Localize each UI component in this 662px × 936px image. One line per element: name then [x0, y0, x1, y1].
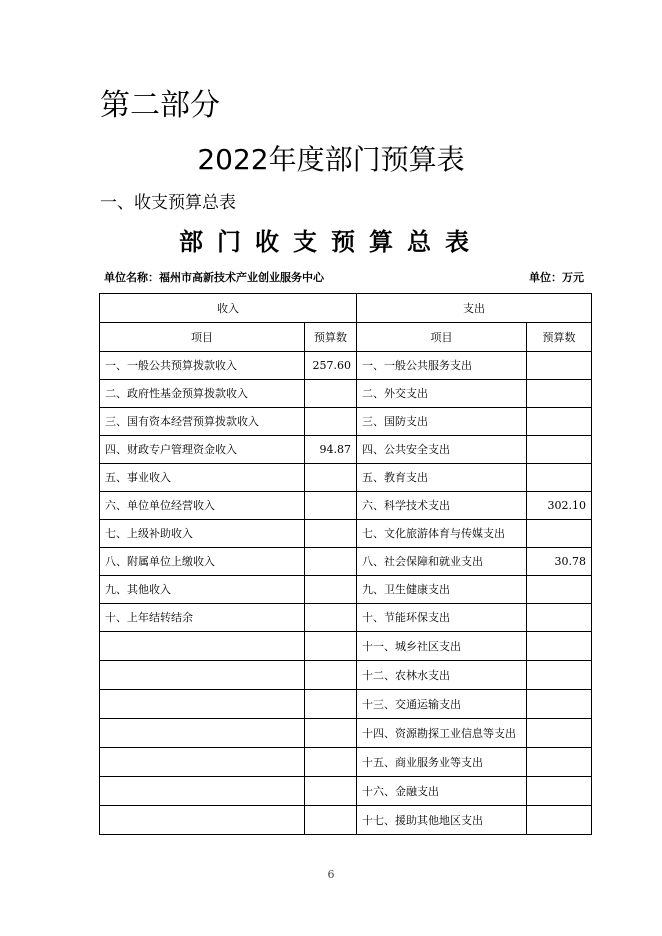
income-item-cell: 二、政府性基金预算拨款收入	[100, 380, 305, 408]
income-item-cell	[100, 777, 305, 806]
expense-item-cell: 四、公共安全支出	[357, 436, 527, 464]
unit-measure: 单位：万元	[529, 271, 584, 284]
income-amount-cell	[305, 661, 357, 690]
income-item-cell	[100, 806, 305, 835]
expense-item-cell: 十四、资源勘探工业信息等支出	[357, 719, 527, 748]
table-column-header-row	[100, 323, 592, 352]
income-header: 收入	[100, 294, 357, 323]
income-item-cell: 八、附属单位上缴收入	[100, 548, 305, 576]
expense-amount-cell	[527, 352, 592, 380]
table-row	[100, 492, 592, 520]
income-item-cell: 六、单位单位经营收入	[100, 492, 305, 520]
income-amount-cell	[305, 520, 357, 548]
income-amount-cell	[305, 548, 357, 576]
income-item-cell	[100, 690, 305, 719]
expense-amount-cell	[527, 576, 592, 604]
income-item-cell	[100, 661, 305, 690]
expense-item-cell: 五、教育支出	[357, 464, 527, 492]
expense-item-cell: 九、卫生健康支出	[357, 576, 527, 604]
expense-amount-cell	[527, 380, 592, 408]
expense-amount-cell	[527, 604, 592, 632]
expense-amount-cell	[527, 520, 592, 548]
expense-header: 支出	[357, 294, 592, 323]
expense-item-cell: 十三、交通运输支出	[357, 690, 527, 719]
expense-item-cell: 一、一般公共服务支出	[357, 352, 527, 380]
expense-amount-cell	[527, 748, 592, 777]
income-item-cell: 十、上年结转结余	[100, 604, 305, 632]
expense-item-cell: 十六、金融支出	[357, 777, 527, 806]
table-row	[100, 436, 592, 464]
table-row	[100, 520, 592, 548]
income-item-cell: 四、财政专户管理资金收入	[100, 436, 305, 464]
expense-amount-cell	[527, 806, 592, 835]
table-group-header-row	[100, 294, 592, 323]
income-amount-cell: 94.87	[305, 436, 357, 464]
income-item-cell: 九、其他收入	[100, 576, 305, 604]
table-row	[100, 464, 592, 492]
income-item-cell	[100, 632, 305, 661]
part-heading: 第二部分	[100, 88, 220, 123]
expense-amount-cell	[527, 436, 592, 464]
page-number: 6	[327, 868, 335, 881]
table-row	[100, 806, 592, 835]
table-row	[100, 632, 592, 661]
income-item-cell: 五、事业收入	[100, 464, 305, 492]
expense-item-cell: 六、科学技术支出	[357, 492, 527, 520]
expense-item-header: 项目	[357, 323, 527, 352]
table-row	[100, 548, 592, 576]
income-amount-cell	[305, 806, 357, 835]
income-amount-cell	[305, 604, 357, 632]
expense-amount-cell	[527, 408, 592, 436]
income-amount-cell	[305, 576, 357, 604]
expense-amount-cell	[527, 464, 592, 492]
expense-amount-cell	[527, 719, 592, 748]
page-title: 2022年度部门预算表	[197, 143, 465, 176]
income-item-cell	[100, 719, 305, 748]
section-heading: 一、收支预算总表	[100, 193, 236, 213]
expense-amount-cell: 30.78	[527, 548, 592, 576]
table-row	[100, 380, 592, 408]
income-amount-cell	[305, 777, 357, 806]
expense-item-cell: 十、节能环保支出	[357, 604, 527, 632]
expense-item-cell: 十一、城乡社区支出	[357, 632, 527, 661]
expense-item-cell: 十七、援助其他地区支出	[357, 806, 527, 835]
income-amount-cell	[305, 408, 357, 436]
expense-item-cell: 十五、商业服务业等支出	[357, 748, 527, 777]
table-row	[100, 604, 592, 632]
table-row	[100, 719, 592, 748]
expense-amount-cell	[527, 690, 592, 719]
table-row	[100, 777, 592, 806]
income-budget-header: 预算数	[305, 323, 357, 352]
expense-item-cell: 十二、农林水支出	[357, 661, 527, 690]
expense-amount-cell	[527, 777, 592, 806]
income-amount-cell	[305, 632, 357, 661]
table-row	[100, 408, 592, 436]
table-row	[100, 576, 592, 604]
income-amount-cell	[305, 748, 357, 777]
expense-amount-cell	[527, 661, 592, 690]
expense-item-cell: 七、文化旅游体育与传媒支出	[357, 520, 527, 548]
income-amount-cell	[305, 719, 357, 748]
expense-item-cell: 二、外交支出	[357, 380, 527, 408]
table-title: 部门收支预算总表	[179, 227, 483, 256]
income-amount-cell	[305, 464, 357, 492]
expense-amount-cell: 302.10	[527, 492, 592, 520]
expense-item-cell: 八、社会保障和就业支出	[357, 548, 527, 576]
unit-name: 单位名称：福州市高新技术产业创业服务中心	[104, 271, 324, 284]
income-item-cell	[100, 748, 305, 777]
table-row	[100, 352, 592, 380]
expense-amount-cell	[527, 632, 592, 661]
income-item-cell: 七、上级补助收入	[100, 520, 305, 548]
budget-summary-table	[99, 293, 592, 835]
income-item-cell: 三、国有资本经营预算拨款收入	[100, 408, 305, 436]
income-item-cell: 一、一般公共预算拨款收入	[100, 352, 305, 380]
income-amount-cell	[305, 690, 357, 719]
expense-budget-header: 预算数	[527, 323, 592, 352]
income-item-header: 项目	[100, 323, 305, 352]
table-row	[100, 690, 592, 719]
income-amount-cell	[305, 380, 357, 408]
income-amount-cell	[305, 492, 357, 520]
table-row	[100, 661, 592, 690]
income-amount-cell: 257.60	[305, 352, 357, 380]
expense-item-cell: 三、国防支出	[357, 408, 527, 436]
table-row	[100, 748, 592, 777]
